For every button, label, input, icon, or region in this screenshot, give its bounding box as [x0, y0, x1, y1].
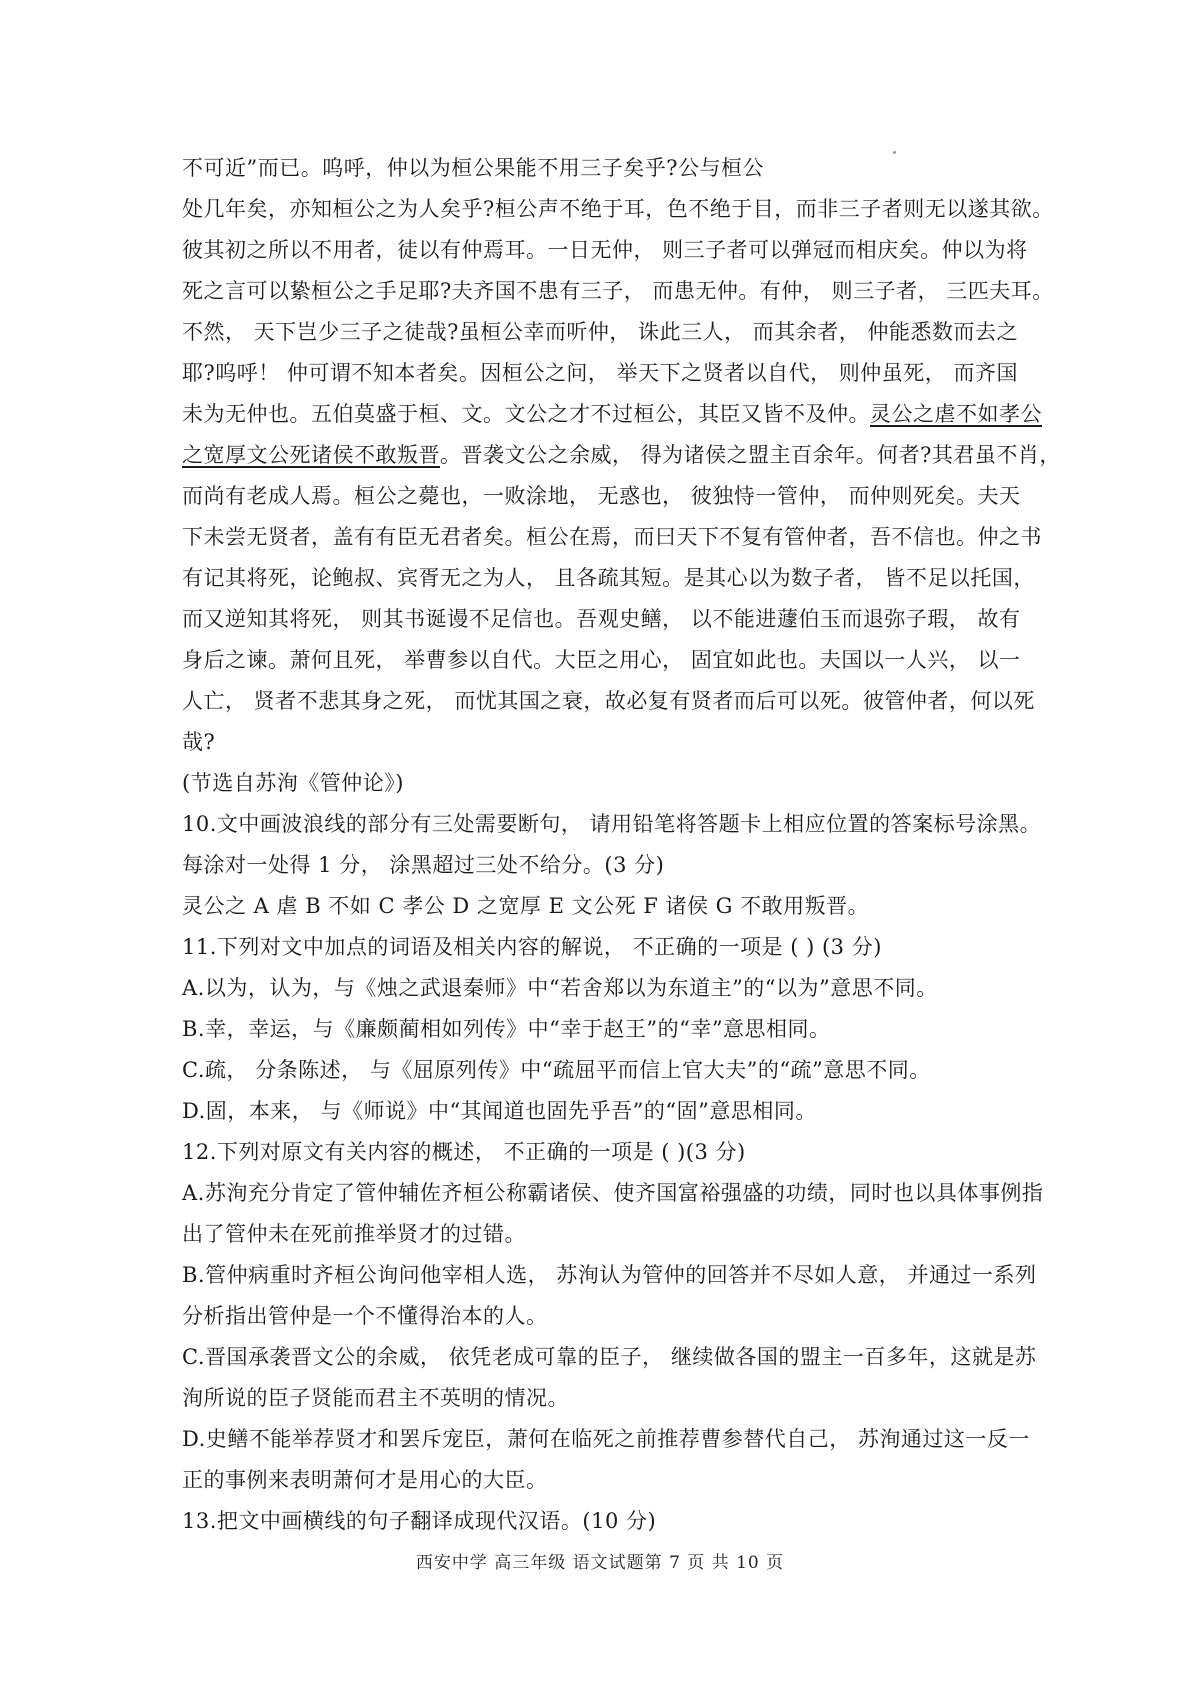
passage-line: 身后之谏。萧何且死， 举曹参以自代。大臣之用心， 固宜如此也。夫国以一人兴， 以一	[182, 648, 1021, 672]
question-11-option-b: B.幸，幸运，与《廉颇蔺相如列传》中“幸于赵王”的“幸”意思相同。	[182, 1017, 831, 1041]
page-footer: 西安中学 高三年级 语文试题第 7 页 共 10 页	[415, 1553, 785, 1573]
passage-line: 耶?呜呼！ 仲可谓不知本者矣。因桓公之问， 举天下之贤者以自代， 则仲虽死， 而齐国	[182, 361, 1018, 385]
question-12-stem: 12.下列对原文有关内容的概述， 不正确的一项是 ( )(3 分)	[182, 1140, 746, 1164]
passage-line: 下未尝无贤者，盖有有臣无君者矣。桓公在焉，而曰天下不复有管仲者，吾不信也。仲之书	[182, 525, 1042, 549]
passage-line: 哉?	[182, 730, 216, 754]
passage-line: 不然， 天下岂少三子之徒哉?虽桓公幸而听仲， 诛此三人， 而其余者， 仲能悉数而去之	[182, 320, 1018, 344]
question-11-option-a: A.以为，认为，与《烛之武退秦师》中“若舍郑以为东道主”的“以为”意思不同。	[182, 976, 938, 1000]
passage-line	[182, 394, 1052, 435]
question-10-options: 灵公之 A 虐 B 不如 C 孝公 D 之宽厚 E 文公死 F 诸侯 G 不敢用叛晋。	[182, 894, 870, 918]
underlined-sentence-part-2: 之宽厚文公死诸侯不敢叛晋	[182, 443, 440, 467]
passage-line: 有记其将死，论鲍叔、宾胥无之为人， 且各疏其短。是其心以为数子者， 皆不足以托国，	[182, 566, 1035, 590]
passage-body	[182, 148, 1061, 1542]
question-12-option-c-cont: 洵所说的臣子贤能而君主不英明的情况。	[182, 1386, 569, 1410]
passage-line: 处几年矣，亦知桓公之为人矣乎?桓公声不绝于耳，色不绝于目，而非三子者则无以遂其欲。	[182, 197, 1054, 221]
passage-text: 未为无仲也。五伯莫盛于桓、文。文公之才不过桓公，其臣又皆不及仲。	[182, 402, 870, 426]
question-13-stem: 13.把文中画横线的句子翻译成现代汉语。(10 分)	[182, 1509, 657, 1533]
question-10-stem: 10.文中画波浪线的部分有三处需要断句， 请用铅笔将答题卡上相应位置的答案标号涂黑。	[182, 812, 1042, 836]
underlined-sentence-part-1: 灵公之虐不如孝公	[870, 402, 1042, 426]
question-10-scoring: 每涂对一处得 1 分， 涂黑超过三处不给分。(3 分)	[182, 853, 665, 877]
question-11-stem: 11.下列对文中加点的词语及相关内容的解说， 不正确的一项是 ( ) (3 分)	[182, 935, 882, 959]
question-12-option-b-cont: 分析指出管仲是一个不懂得治本的人。	[182, 1304, 548, 1328]
passage-line: 死之言可以絷桓公之手足耶?夫齐国不患有三子， 而患无仲。有仲， 则三子者， 三匹夫耳。	[182, 279, 1054, 303]
passage-line: 不可近”而已。呜呼，仲以为桓公果能不用三子矣乎?公与桓公	[182, 156, 764, 180]
passage-line: 而又逆知其将死， 则其书诞谩不足信也。吾观史鳝， 以不能进蘧伯玉而退弥子瑕， 故有	[182, 607, 1021, 631]
passage-line: 人亡， 贤者不悲其身之死， 而忧其国之衰，故必复有贤者而后可以死。彼管仲者，何以死	[182, 689, 1035, 713]
question-12-option-a: A.苏洵充分肯定了管仲辅佐齐桓公称霸诸侯、使齐国富裕强盛的功绩，同时也以具体事例指	[182, 1181, 1044, 1205]
question-11-option-c: C.疏， 分条陈述， 与《屈原列传》中“疏屈平而信上官大夫”的“疏”意思不同。	[182, 1058, 931, 1082]
passage-line: 彼其初之所以不用者，徒以有仲焉耳。一日无仲， 则三子者可以弹冠而相庆矣。仲以为将	[182, 238, 1028, 262]
question-12-option-a-cont: 出了管仲未在死前推举贤才的过错。	[182, 1222, 526, 1246]
passage-line	[182, 435, 1061, 476]
question-12-option-c: C.晋国承袭晋文公的余威， 依凭老成可靠的臣子， 继续做各国的盟主一百多年，这就是苏	[182, 1345, 1037, 1369]
question-11-option-d: D.固，本来， 与《师说》中“其闻道也固先乎吾”的“固”意思相同。	[182, 1099, 817, 1123]
passage-text: 。晋袭文公之余威， 得为诸侯之盟主百余年。何者?其君虽不肖，	[440, 443, 1061, 467]
question-12-option-d-cont: 正的事例来表明萧何才是用心的大臣。	[182, 1468, 548, 1492]
question-12-option-d: D.史鳝不能举荐贤才和罢斥宠臣，萧何在临死之前推荐曹参替代自己， 苏洵通过这一反一	[182, 1427, 1030, 1451]
passage-source: (节选自苏洵《管仲论》)	[182, 771, 404, 795]
question-12-option-b: B.管仲病重时齐桓公询问他宰相人选， 苏洵认为管仲的回答并不尽如人意， 并通过一系列	[182, 1263, 1037, 1287]
passage-line: 而尚有老成人焉。桓公之薨也，一败涂地， 无惑也， 彼独恃一管仲， 而仲则死矣。夫天	[182, 484, 1021, 508]
